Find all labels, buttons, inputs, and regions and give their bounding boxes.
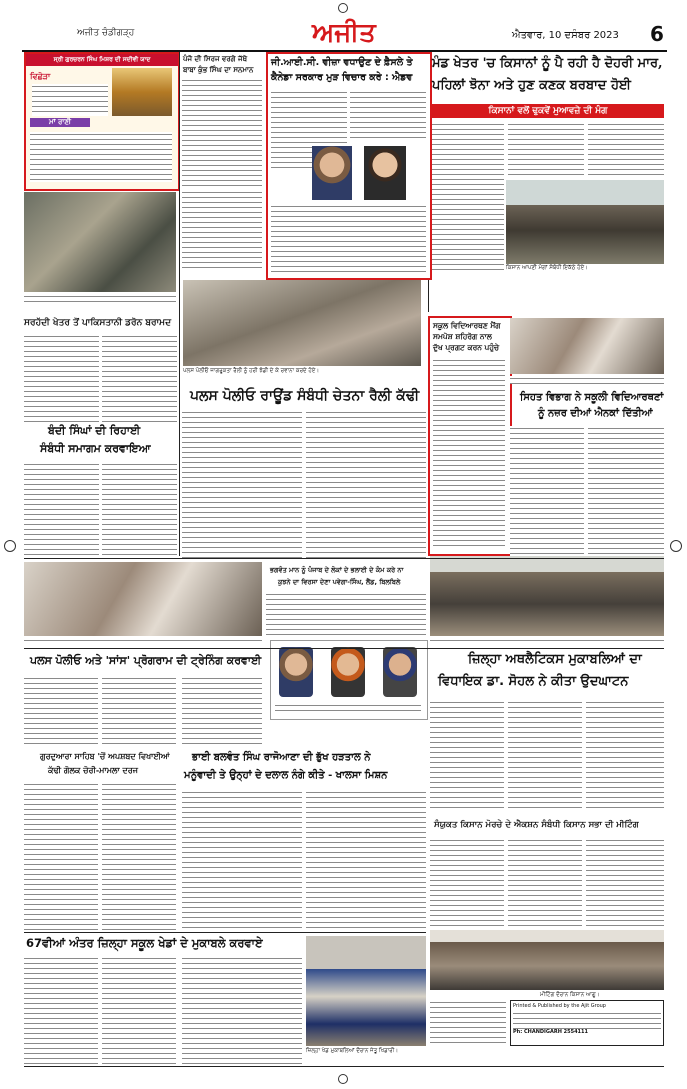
article-text	[182, 790, 302, 932]
article-text	[271, 204, 426, 272]
farmers-photo	[506, 180, 664, 264]
masthead	[22, 20, 667, 52]
headline: ਕੈਨੇਡਾ ਸਰਕਾਰ ਮੁੜ ਵਿਚਾਰ ਕਰੇ : ਐਡਵ	[271, 72, 413, 83]
footer-ad	[510, 1000, 664, 1046]
photo-caption-text	[510, 376, 664, 384]
person-photo	[383, 647, 417, 697]
sports-photo	[306, 936, 426, 1046]
students-photo	[510, 318, 664, 374]
memorial-ad	[24, 52, 180, 191]
headline: ਪਲਸ ਪੋਲੀਓ ਰਾਊਂਡ ਸੰਬੰਧੀ ਚੇਤਨਾ ਰੈਲੀ ਕੱਢੀ	[190, 388, 420, 404]
article-text	[24, 334, 99, 422]
article-text	[306, 410, 426, 558]
crop-mark-icon	[670, 540, 682, 552]
photo-caption: ਮੀਟਿੰਗ ਦੌਰਾਨ ਕਿਸਾਨ ਆਗੂ।	[540, 992, 600, 998]
ad-label-2: ਮਾਂ ਰਾਣੀ	[30, 118, 90, 127]
person-photo	[364, 146, 406, 200]
article-text	[508, 122, 584, 178]
headline: ਜ਼ਿਲ੍ਹਾ ਅਥਲੈਟਿਕਸ ਮੁਕਾਬਲਿਆਂ ਦਾ	[468, 652, 642, 667]
article-text	[102, 782, 176, 932]
article-text	[510, 426, 584, 556]
portrait-frame	[270, 640, 428, 720]
ad-photo	[112, 68, 172, 116]
section-name: ਅਜੀਤ ਚੰਡੀਗੜ੍ਹ	[77, 28, 135, 38]
article-text	[266, 592, 426, 636]
polio-rally-photo	[183, 280, 421, 366]
photo-caption-text	[24, 294, 176, 306]
headline: ਬਾਬਾ ਕੁੰਭ ਸਿੰਘ ਦਾ ਸਨਮਾਨ	[183, 66, 254, 74]
headline: ਪੰਜੋ ਦੀ ਸਿਰਜ ਵਰਗੇ ਜੱਥੇ	[183, 55, 248, 63]
article-text	[182, 410, 302, 558]
article-text	[24, 956, 98, 1066]
column-rule	[24, 1066, 664, 1067]
crop-mark-icon	[4, 540, 16, 552]
column-rule	[24, 932, 426, 933]
article-text	[182, 190, 262, 270]
headline: ਕੱਢੀ ਗੋਲਕ ਚੋਰੀ-ਮਾਮਲਾ ਦਰਜ	[48, 766, 138, 775]
headline: ਸਿਹਤ ਵਿਭਾਗ ਨੇ ਸਕੂਲੀ ਵਿਦਿਆਰਥਣਾਂ	[520, 392, 664, 403]
article-text	[586, 838, 664, 930]
photo-caption-text	[275, 703, 421, 713]
visa-story-box	[266, 52, 432, 280]
crop-mark-icon	[338, 1074, 348, 1084]
column-rule	[24, 648, 664, 649]
person-photo	[331, 647, 365, 697]
crop-mark-icon	[338, 3, 348, 13]
ad-text	[30, 132, 172, 182]
headline: ਸੰਬੰਧੀ ਸਮਾਗਮ ਕਰਵਾਇਆ	[40, 442, 151, 455]
registration-strip	[0, 0, 22, 1089]
headline: ਦੁੱਖ ਪ੍ਰਗਟ ਕਰਨ ਪਹੁੰਚੇ	[433, 343, 500, 352]
ad-label: ਵਿਛੋੜਾ	[30, 72, 51, 81]
headline: ਸਮਪੋਸ਼ ਸ਼ਹਿਰੋਗ ਨਾਲ	[433, 332, 492, 341]
headline: ਸਰਹੱਦੀ ਖੇਤਰ ਤੋਂ ਪਾਕਿਸਤਾਨੀ ਡਰੋਨ ਬਰਾਮਦ	[24, 318, 172, 328]
article-text	[102, 956, 176, 1066]
article-text	[182, 956, 302, 1066]
photo-caption: ਕਿਸਾਨ ਆਪਣੀ ਮੰਗਾਂ ਸੰਬੰਧੀ ਇਕੱਠੇ ਹੋਏ।	[506, 265, 588, 271]
article-text	[102, 462, 177, 557]
headline-bar: ਕਿਸਾਨਾਂ ਵਲੋਂ ਢੁਕਵੇਂ ਮੁਆਵਜ਼ੇ ਦੀ ਮੰਗ	[432, 104, 664, 118]
footer-ad-line: Ph: CHANDIGARH 2554111	[513, 1029, 588, 1035]
group-photo	[430, 556, 664, 636]
headline: ਮਨੂੰਵਾਦੀ ਤੇ ਉਨ੍ਹਾਂ ਦੇ ਦਲਾਲ ਨੰਗੇ ਕੀਤੇ - ਖਾਲਸਾ ਮਿਸ਼ਨ	[184, 770, 388, 781]
footer-ad-line: Printed & Published by the Ajit Group	[513, 1003, 606, 1009]
article-text	[508, 700, 582, 812]
article-text	[433, 358, 505, 548]
headline: ਬੰਦੀ ਸਿੰਘਾਂ ਦੀ ਰਿਹਾਈ	[48, 424, 141, 437]
column-rule	[428, 280, 429, 312]
newspaper-title: ਅਜੀਤ	[312, 18, 376, 48]
article-text	[588, 426, 664, 556]
column-rule	[179, 52, 180, 556]
footer-ad-text	[513, 1011, 661, 1029]
article-text	[350, 90, 426, 142]
headline: ਸਕੂਲ ਵਿਦਿਆਰਥਣ ਮੈਂਗ	[433, 321, 501, 330]
headline-farmers-sub: ਪਹਿਲਾਂ ਝੋਨਾ ਅਤੇ ਹੁਣ ਕਣਕ ਬਰਬਾਦ ਹੋਈ	[432, 78, 631, 93]
headline-farmers: ਮੰਡ ਖੇਤਰ 'ਚ ਕਿਸਾਨਾਂ ਨੂੰ ਪੈ ਰਹੀ ਹੈ ਦੋਹਰੀ ਮਾਰ,	[432, 56, 663, 71]
photo-caption-text	[24, 638, 262, 644]
headline: ਜੀ.ਆਈ.ਸੀ. ਵੀਜ਼ਾ ਵਧਾਉਣ ਦੇ ਫ਼ੈਸਲੇ ਤੇ	[271, 57, 413, 68]
photo-caption-text	[430, 638, 664, 644]
police-photo	[24, 192, 176, 292]
person-photo	[279, 647, 313, 697]
article-text	[306, 790, 426, 932]
article-text	[586, 700, 664, 812]
ad-text	[32, 84, 108, 116]
article-text	[24, 676, 98, 748]
article-text	[102, 676, 176, 748]
issue-date: ਐਤਵਾਰ, 10 ਦਸੰਬਰ 2023	[512, 30, 619, 41]
article-text	[588, 122, 664, 178]
headline: 67ਵੀਆਂ ਅੰਤਰ ਜ਼ਿਲ੍ਹਾ ਸਕੂਲ ਖੇਡਾਂ ਦੇ ਮੁਕਾਬਲੇ ਕਰਵਾਏ	[26, 936, 263, 950]
ad-banner: ਸ੍ਰੀ ਗੁਰਚਰਨ ਸਿੰਘ ਮਿਸ਼ਰ ਦੀ ਸਦੀਵੀ ਯਾਦ	[26, 54, 178, 66]
article-text	[102, 334, 177, 422]
photo-caption: ਜ਼ਿਲ੍ਹਾ ਖੇਡ ਮੁਕਾਬਲਿਆਂ ਦੌਰਾਨ ਜੇਤੂ ਖਿਡਾਰੀ।	[306, 1048, 399, 1054]
photo-caption: ਪਲਸ ਪੋਲੀਓ ਜਾਗਰੂਕਤਾ ਰੈਲੀ ਨੂੰ ਹਰੀ ਝੰਡੀ ਦੇ ਕੇ ਰਵਾਨਾ ਕਰਦੇ ਹੋਏ।	[183, 368, 320, 374]
article-text	[24, 462, 99, 557]
article-text	[24, 782, 98, 932]
article-text	[432, 122, 504, 272]
article-text	[182, 676, 262, 748]
person-photo	[312, 146, 352, 200]
headline: ਗੁਰਦੁਆਰਾ ਸਾਹਿਬ 'ਚੋਂ ਅਪਸ਼ਬਦ ਵਿਖਾਈਆਂ	[40, 752, 170, 761]
students-story-box	[428, 316, 512, 556]
article-text	[430, 1000, 506, 1046]
headline: ਭਗਵੰਤ ਮਾਨ ਨੂੰ ਪੰਜਾਬ ਦੇ ਲੋਕਾਂ ਦੇ ਭਲਾਈ ਦੇ ਕੰਮ ਕਰੇ ਨਾ	[270, 566, 404, 574]
article-text	[430, 838, 504, 930]
headline: ਨੂੰ ਨਜ਼ਰ ਦੀਆਂ ਐਨਕਾਂ ਦਿੱਤੀਆਂ	[538, 408, 653, 419]
headline: ਪਲਸ ਪੋਲੀਓ ਅਤੇ 'ਸਾਂਸ' ਪ੍ਰੋਗਰਾਮ ਦੀ ਟ੍ਰੇਨਿੰਗ ਕਰਵਾਈ	[30, 654, 262, 667]
headline: ਕੁਝਨੇ ਦਾ ਵਿਰਸਾ ਦੇਣਾ ਪਵੇਗਾ-ਸਿੰਘ, ਲੈਂਡ, ਬਿਲਬਿਲੇ	[278, 578, 401, 586]
kisan-meeting-photo	[430, 930, 664, 990]
column-rule	[24, 558, 664, 559]
article-text	[430, 700, 504, 812]
headline: ਸੰਯੁਕਤ ਕਿਸਾਨ ਮੋਰਚੇ ਦੇ ਐਕਸ਼ਨ ਸੰਬੰਧੀ ਕਿਸਾਨ ਸਭਾ ਦੀ ਮੀਟਿੰਗ	[434, 820, 639, 830]
article-text	[508, 838, 582, 930]
headline: ਵਿਧਾਇਕ ਡਾ. ਸੋਹਲ ਨੇ ਕੀਤਾ ਉਦਘਾਟਨ	[438, 674, 629, 689]
headline: ਭਾਈ ਬਲਵੰਤ ਸਿੰਘ ਰਾਜੋਆਣਾ ਦੀ ਭੁੱਖ ਹੜਤਾਲ ਨੇ	[192, 752, 371, 763]
page-number: 6	[650, 22, 664, 46]
event-photo	[24, 562, 262, 636]
